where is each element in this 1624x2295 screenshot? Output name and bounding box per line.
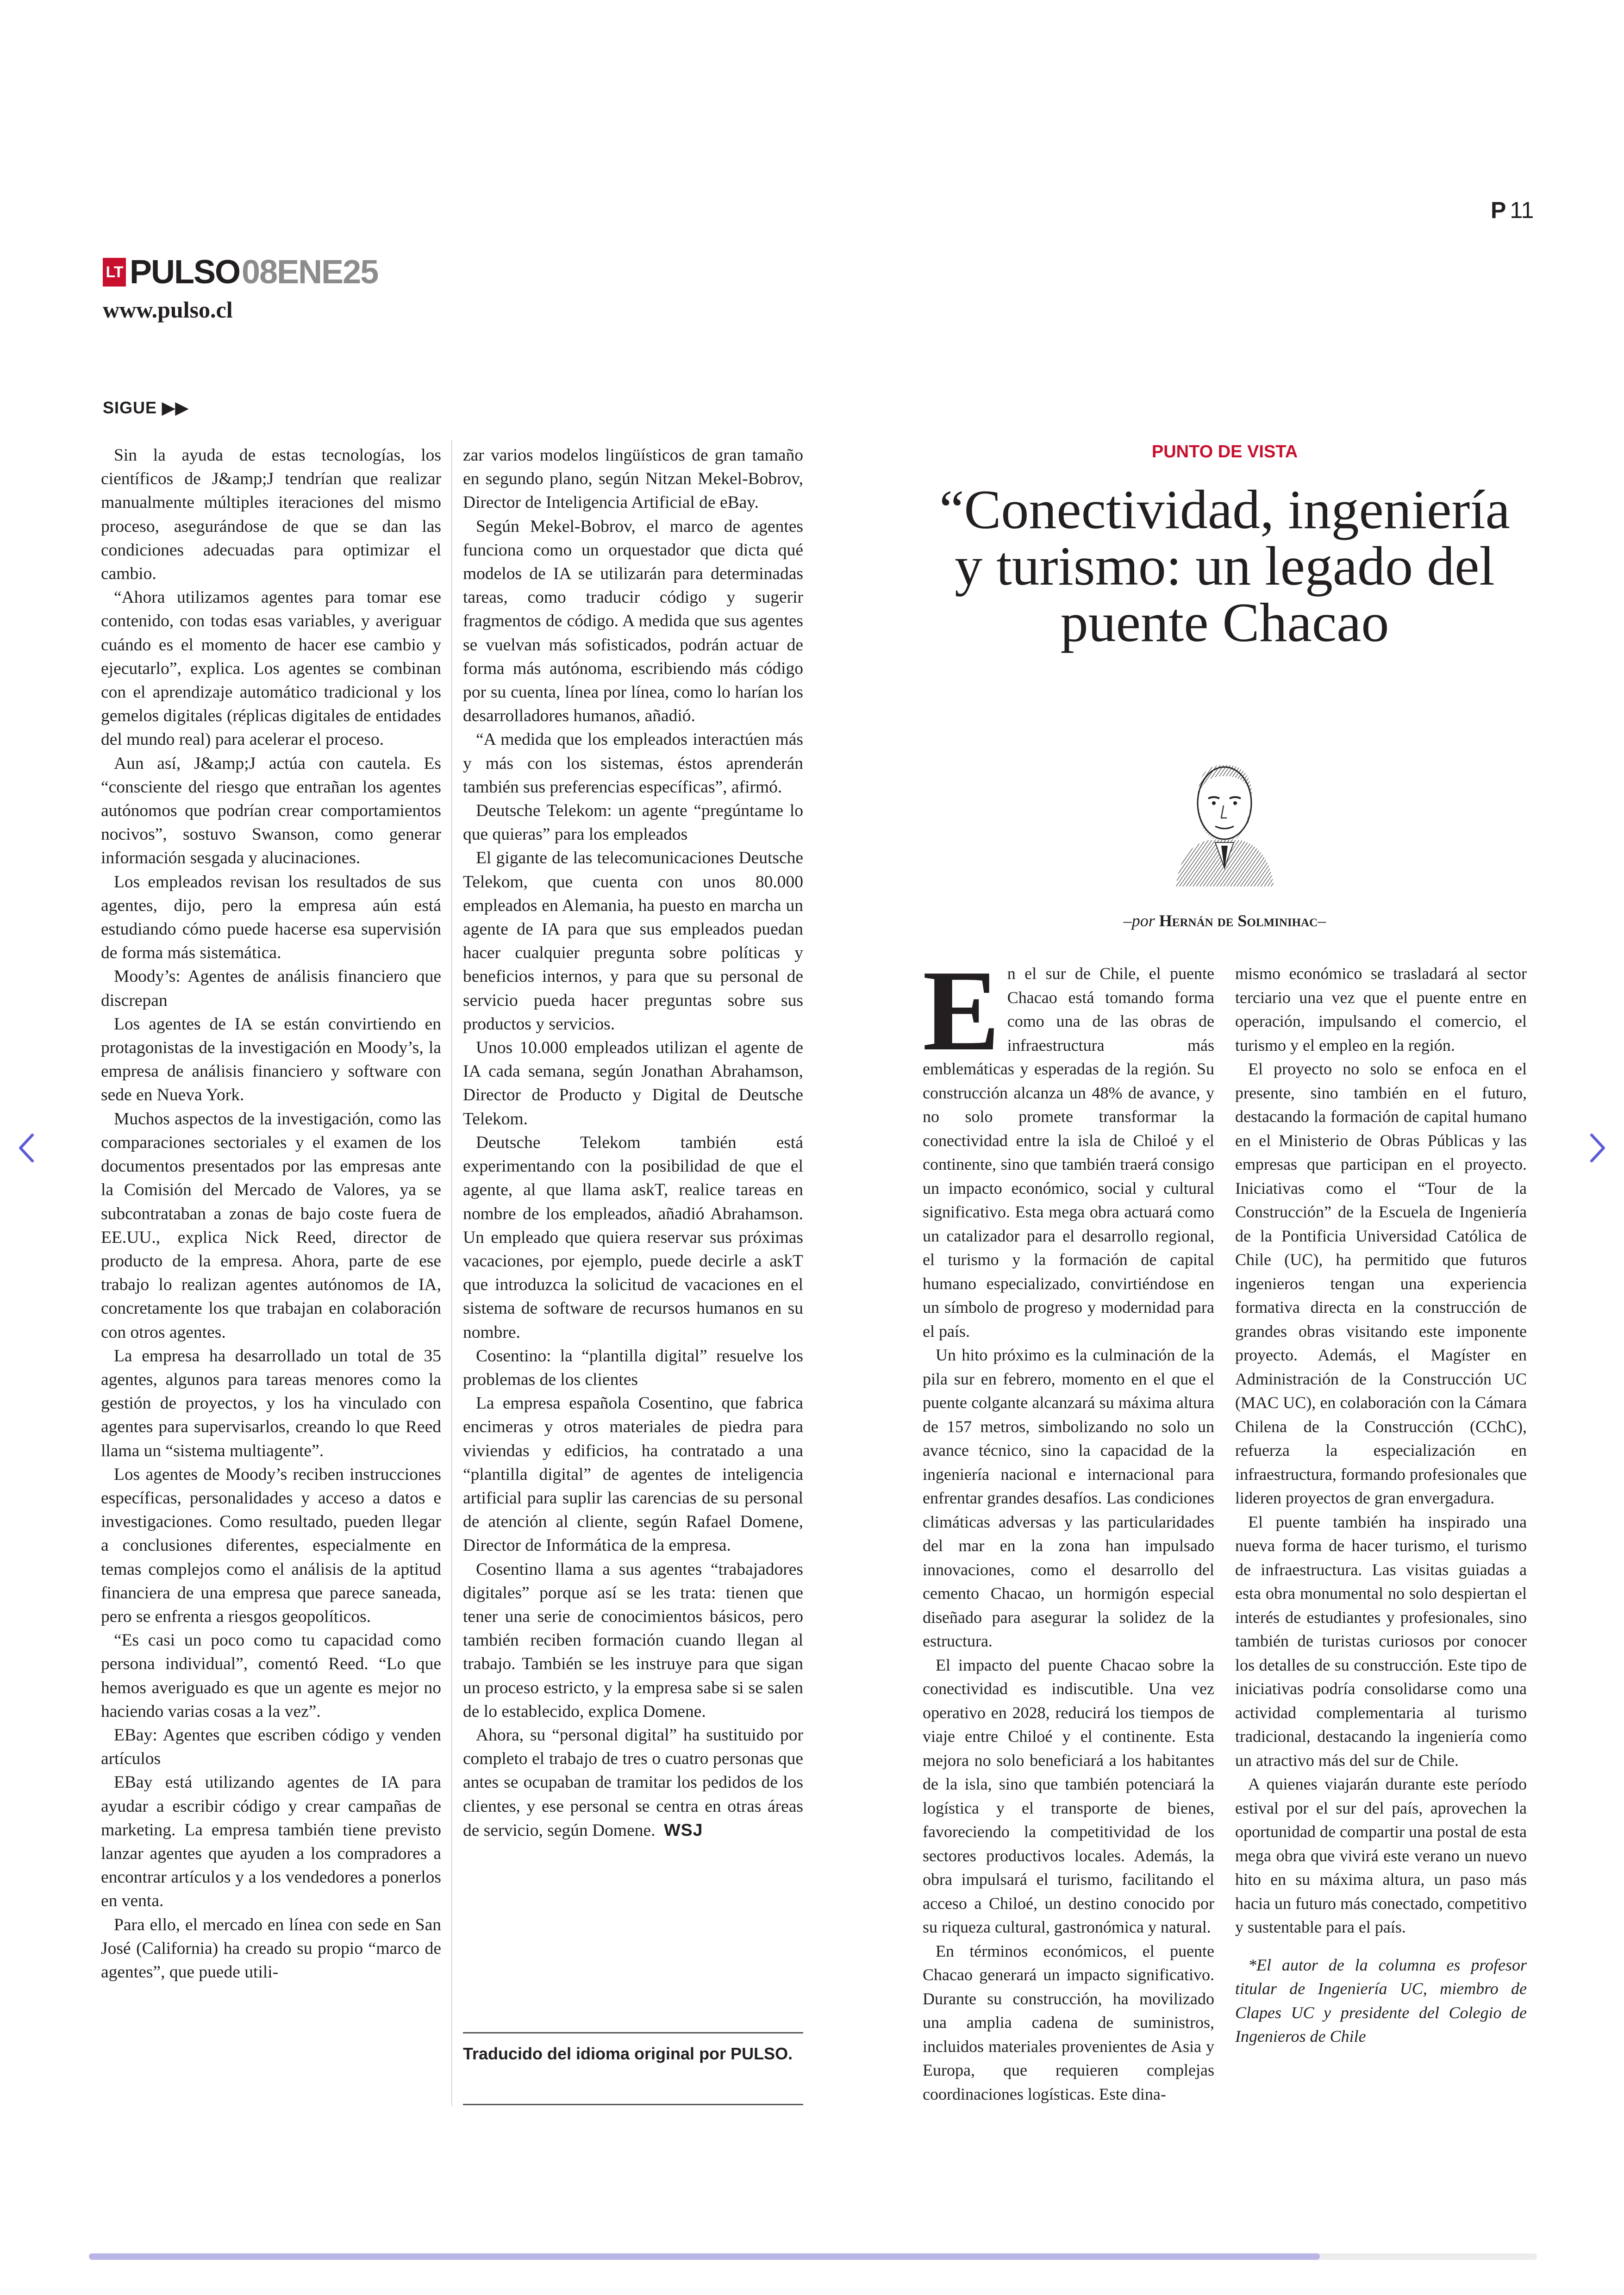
paragraph: Aun así, J&amp;J actúa con cautela. Es “consciente del riesgo que entrañan los agentes autónomos que podrían crear comportamientos nocivos”, sostuvo Swanson, como generar información sesgada y alucinaciones. — [101, 754, 441, 868]
chevron-right-icon — [1583, 1129, 1611, 1166]
next-page-button[interactable] — [1583, 1129, 1611, 1166]
author-name: Hernán de Solminihac — [1159, 911, 1318, 930]
section-tag: SIGUE ▶▶ — [103, 398, 189, 417]
masthead-name: PULSO — [130, 254, 240, 291]
wsj-signoff: WSJ — [664, 1820, 703, 1840]
subheading: EBay: Agentes que escriben código y venden artículos — [101, 1725, 441, 1769]
paragraph: Sin la ayuda de estas tecnologías, los científicos de J&amp;J tendrían que realizar manualmente múltiples iteraciones del mismo proceso, asegurándose de que se dan las condiciones adecuadas para optimizar el cambio. — [101, 446, 441, 584]
paragraph: El gigante de las telecomunicaciones Deutsche Telekom, que cuenta con unos 80.000 empleados en Alemania, ha puesto en marcha un agente de IA para que sus empleados puedan hacer cualquier pregunta sobre políticas y beneficios internos, y para que su personal de servicio pueda hacer preguntas sobre sus productos y servicios. — [463, 848, 803, 1034]
website-url: www.pulso.cl — [103, 297, 233, 323]
paragraph: La empresa española Cosentino, que fabrica encimeras y otros materiales de piedra para viviendas y edificios, ha contratado a una “plantilla digital” de agentes de inteligencia artificial para suplir las carencias de su personal de atención al cliente, según Rafael Domene, Director de Informática de la empresa. — [463, 1394, 803, 1555]
divider — [463, 2032, 803, 2033]
opinion-column-2 — [1235, 962, 1527, 2049]
paragraph: “Ahora utilizamos agentes para tomar ese contenido, con todas esas variables, y averiguar cuándo es el momento de hacer ese cambio y ejecutarlo”, explica. Los agentes se combinan con el aprendizaje automático tradicional y los gemelos digitales (réplicas digitales de entidades del mundo real) para acelerar el proceso. — [101, 588, 441, 749]
paragraph: En el sur de Chile, el puente Chacao está tomando forma como una de las obras de infraestructura más emblemáticas y esperadas de la región. Su construcción alcanza un 48% de avance, y no solo promete transformar la conectividad entre la isla de Chiloé y el continente, sino que también traerá consigo un impacto económico, social y cultural significativo. Esta mega obra actuará como un catalizador para el desarrollo regional, el turismo y la formación de capital humano especializado, convirtiéndose en un símbolo de progreso y modernidad para el país. — [923, 947, 1214, 1341]
divider — [463, 2104, 803, 2105]
paragraph: Los agentes de Moody’s reciben instrucciones específicas, personalidades y acceso a datos e investigaciones. Como resultado, pueden llegar a conclusiones diferentes, especialmente en temas complejos como el análisis de la aptitud financiera de una empresa que parece saneada, pero se enfrenta a riesgos geopolíticos. — [101, 1465, 441, 1626]
byline: –por Hernán de Solminihac– — [1123, 911, 1326, 930]
paragraph: En términos económicos, el puente Chacao generará un impacto significativo. Durante su construcción, ha movilizado una amplia cadena de suministros, incluidos materiales provenientes de Asia y Europa, que requieren complejas coordinaciones logísticas. Este dina- — [923, 1941, 1214, 2103]
paragraph: mismo económico se trasladará al sector terciario una vez que el puente entre en operación, impulsando el comercio, el turismo y el empleo en la región. — [1235, 964, 1527, 1054]
translation-credit: Traducido del idioma original por PULSO. — [463, 2044, 793, 2063]
paragraph: “A medida que los empleados interactúen más y más con los sistemas, éstos aprenderán también sus preferencias específicas”, afirmó. — [463, 730, 803, 797]
article-column-1 — [101, 443, 441, 1984]
lt-logo: LT — [103, 258, 126, 287]
subheading: Moody’s: Agentes de análisis financiero que discrepan — [101, 967, 441, 1010]
page-number: P 11 — [1491, 197, 1534, 223]
chevron-left-icon — [13, 1129, 41, 1166]
paragraph: El impacto del puente Chacao sobre la conectividad es indiscutible. Una vez operativo en 2028, reducirá los tiempos de viaje entre Chiloé y el continente. Esta mejora no solo beneficiará a los habitantes de la isla, sino que también potenciará la logística y el transporte de bienes, favoreciendo la competitividad de los sectores productivos locales. Además, la obra impulsará el turismo, facilitando el acceso a Chiloé, un destino conocido por su riqueza cultural, gastronómica y natural. — [923, 1655, 1214, 1936]
paragraph: El proyecto no solo se enfoca en el presente, sino también en el futuro, destacando la formación de capital humano en el Ministerio de Obras Públicas y las empresas que participan en el proyecto. Iniciativas como el “Tour de la Construcción” de la Escuela de Ingeniería de la Pontificia Universidad Católica de Chile (UC), ha permitido que futuros ingenieros tengan una experiencia formativa directa en la construcción de grandes obras visitando este imponente proyecto. Además, el Magíster en Administración de la Construcción UC (MAC UC), en colaboración con la Cámara Chilena de la Construcción (CChC), refuerza la especialización en infraestructura, formando profesionales que lideren proyectos de gran envergadura. — [1235, 1060, 1527, 1507]
paragraph: A quienes viajarán durante este período estival por el sur del país, aprovechen la oportunidad de compartir una postal de esta mega obra que vivirá este verano un nuevo hito en su máxima altura, un paso más hacia un futuro más conectado, competitivo y sustentable para el país. — [1235, 1775, 1527, 1936]
paragraph: Deutsche Telekom también está experimentando con la posibilidad de que el agente, al que llama askT, realice tareas en nombre de los empleados, añadió Abrahamson. Un empleado que quiera reservar sus próximas vacaciones, por ejemplo, puede decirle a askT que introduzca la solicitud de vacaciones en el sistema de software de recursos humanos en su nombre. — [463, 1133, 803, 1342]
article-column-2 — [463, 443, 803, 1842]
paragraph: Cosentino llama a sus agentes “trabajadores digitales” porque así se les trata: tienen que tener una serie de conocimientos básicos, pero también reciben formación cuando llegan al trabajo. También se les instruye para que sigan un proceso estricto, y la empresa sabe si se salen de lo establecido, explica Domene. — [463, 1559, 803, 1721]
paragraph: Unos 10.000 empleados utilizan el agente de IA cada semana, según Jonathan Abrahamson, Director de Producto y Digital de Deutsche Telekom. — [463, 1038, 803, 1129]
author-footnote: *El autor de la columna es profesor titular de Ingeniería UC, miembro de Clapes UC y presidente del Colegio de Ingenieros de Chile — [1235, 1955, 1527, 2046]
paragraph-final: Ahora, su “personal digital” ha sustituido por completo el trabajo de tres o cuatro personas que antes se ocupaban de tramitar los pedidos de los clientes, y ese personal se centra en otras áreas de servicio, según Domene. WSJ — [463, 1725, 803, 1840]
paragraph: Muchos aspectos de la investigación, como las comparaciones sectoriales y el examen de los documentos presentados por las empresas ante la Comisión del Mercado de Valores, ya se subcontrataban a zonas de bajo coste fuera de EE.UU., explica Nick Reed, director de producto de la empresa. Ahora, parte de ese trabajo lo realizan agentes autónomos de IA, concretamente los que trabajan en colaboración con otros agentes. — [101, 1109, 441, 1342]
paragraph: Según Mekel-Bobrov, el marco de agentes funciona como un orquestador que dicta qué modelos de IA se utilizarán para determinadas tareas, como traducir código y sugerir fragmentos de código. A medida que sus agentes se vuelvan más sofisticados, podrán actuar de forma más autónoma, escribiendo más código por su cuenta, línea por línea, como lo harían los desarrolladores humanos, añadió. — [463, 517, 803, 726]
masthead — [103, 256, 378, 289]
scroll-progress-fill — [89, 2253, 1320, 2260]
paragraph: zar varios modelos lingüísticos de gran tamaño en segundo plano, según Nitzan Mekel-Bobrov, Director de Inteligencia Artificial de eBay. — [463, 446, 803, 512]
paragraph: Para ello, el mercado en línea con sede en San José (California) ha creado su propio “marco de agentes”, que puede utili- — [101, 1915, 441, 1982]
previous-page-button[interactable] — [13, 1129, 41, 1166]
paragraph: La empresa ha desarrollado un total de 35 agentes, algunos para tareas menores como la gestión de proyectos, y los ha vinculado con agentes para supervisarlos, creando lo que Reed llama un “sistema multiagente”. — [101, 1346, 441, 1460]
paragraph: EBay está utilizando agentes de IA para ayudar a escribir código y crear campañas de marketing. La empresa también tiene previsto lanzar agentes que ayuden a los compradores a encontrar artículos y a los vendedores a ponerlos en venta. — [101, 1773, 441, 1911]
opinion-kicker: PUNTO DE VISTA — [1151, 442, 1298, 461]
opinion-headline: “Conectividad, ingeniería y turismo: un legado del puente Chacao — [939, 479, 1510, 653]
subheading: Cosentino: la “plantilla digital” resuelve los problemas de los clientes — [463, 1346, 803, 1389]
paragraph: “Es casi un poco como tu capacidad como persona individual”, comentó Reed. “Lo que hemos averiguado es que un agente es mejor no haciendo varias cosas a la vez”. — [101, 1631, 441, 1721]
paragraph: Los agentes de IA se están convirtiendo en protagonistas de la investigación en Moody’s, la empresa de análisis financiero y software con sede en Nueva York. — [101, 1014, 441, 1105]
author-portrait — [1171, 748, 1278, 886]
masthead-date: 08ENE25 — [242, 254, 378, 291]
subheading: Deutsche Telekom: un agente “pregúntame lo que quieras” para los empleados — [463, 801, 803, 844]
drop-cap: E — [923, 947, 1000, 1075]
column-divider — [451, 440, 452, 2106]
paragraph: Los empleados revisan los resultados de sus agentes, dijo, pero la empresa aún está estudiando cómo puede hacerse esa supervisión de forma más sistemática. — [101, 872, 441, 963]
opinion-column-1 — [923, 947, 1214, 2106]
paragraph: El puente también ha inspirado una nueva forma de hacer turismo, el turismo de infraestructura. Las visitas guiadas a esta obra monumental no solo despiertan el interés de estudiantes y profesionales, sino también de turistas curiosos por conocer los detalles de su construcción. Este tipo de iniciativas podría consolidarse como una actividad complementaria al turismo tradicional, destacando la ingeniería como un atractivo más del sur de Chile. — [1235, 1512, 1527, 1770]
paragraph: Un hito próximo es la culminación de la pila sur en febrero, momento en el que el puente colgante alcanzará su máxima altura de 157 metros, simbolizando no solo un avance técnico, sino la capacidad de la ingeniería nacional e internacional para enfrentar grandes desafíos. Las condiciones climáticas adversas y las particularidades del mar en la zona han impulsado innovaciones, como el desarrollo del cemento Chacao, un hormigón especial diseñado para asegurar la solidez de la estructura. — [923, 1346, 1214, 1650]
